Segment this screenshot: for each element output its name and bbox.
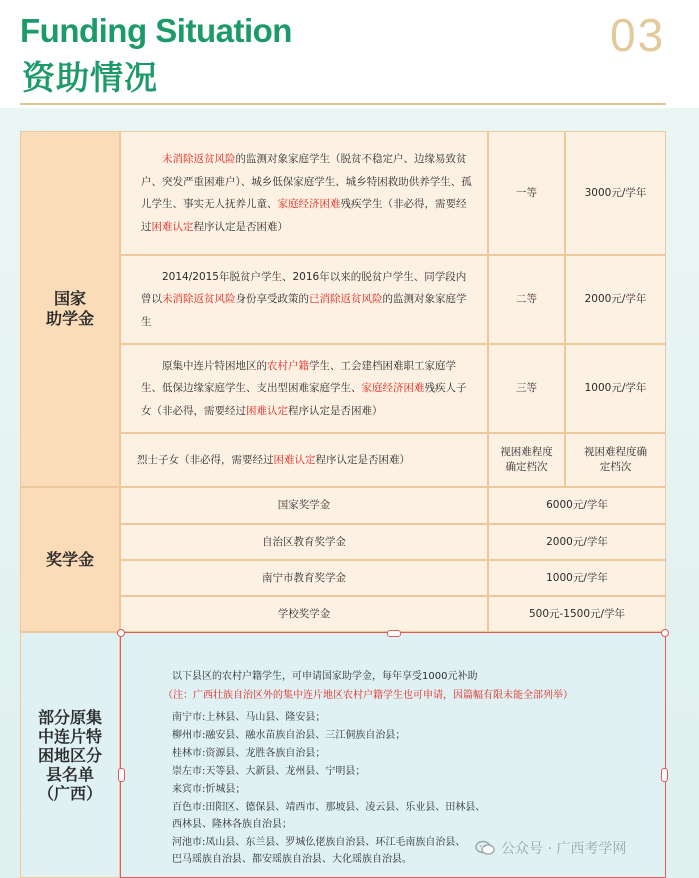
rich-text: [141, 355, 473, 423]
counties-intro: 以下县区的农村户籍学生，可申请国家助学金，每年享受1000元补助: [172, 671, 478, 682]
counties-note: （注：广西壮族自治区外的集中连片地区农村户籍学生也可申请，因篇幅有限未能全部列举）: [163, 690, 573, 701]
county-line-6: 百色市:田阳区、德保县、靖西市、那坡县、凌云县、乐业县、田林县、: [172, 802, 486, 813]
counties-category-line4: 县名单: [45, 764, 94, 784]
grant-category-line1: 国家: [53, 289, 86, 308]
grant-row-1-level: 一等: [488, 131, 565, 255]
highlight-text: 农村户籍: [267, 359, 309, 372]
scholarship-category-cell: 奖学金: [20, 487, 120, 632]
county-line-7: 西林县、隆林各族自治县；: [172, 819, 292, 830]
scholarship-row-1-amount: 6000元/学年: [488, 487, 666, 524]
page-header: [0, 0, 699, 110]
grant-row-1-amount: 3000元/学年: [565, 131, 666, 255]
scholarship-row-3-name: 南宁市教育奖学金: [120, 560, 488, 596]
grant-row-4-amount-text: 视困难程度确定档次: [584, 446, 647, 473]
watermark-text: 公众号 · 广西考学网: [501, 841, 627, 857]
grant-category-cell: [20, 131, 120, 487]
body-text: 原集中连片特困地区的: [162, 359, 267, 372]
resize-handle-middle-right[interactable]: [661, 768, 668, 782]
county-line-5: 来宾市:忻城县；: [172, 784, 246, 795]
body-text: 残疾学生（非必得，需要经过: [141, 198, 467, 233]
highlight-text: 已消除返贫风险: [309, 293, 383, 306]
highlight-text: 家庭经济困难: [361, 382, 425, 395]
rich-text: [141, 266, 473, 334]
county-line-1: 南宁市:上林县、马山县、隆安县；: [172, 712, 326, 723]
scholarship-row-4-amount: 500元-1500元/学年: [488, 596, 666, 632]
grant-row-4-level-text: 视困难程度确定档次: [500, 446, 553, 473]
scholarship-row-2-amount: 2000元/学年: [488, 524, 666, 560]
grant-row-4-desc: [120, 433, 488, 487]
resize-handle-top-center[interactable]: [387, 630, 401, 637]
body-text: 程序认定是否困难）: [193, 220, 288, 233]
county-line-8: 河池市:凤山县、东兰县、罗城仫佬族自治县、环江毛南族自治县、: [172, 837, 466, 848]
highlight-text: 家庭经济困难: [277, 198, 341, 210]
county-line-4: 崇左市:天等县、大新县、龙州县、宁明县；: [172, 766, 366, 777]
scholarship-row-1-name: 国家奖学金: [120, 487, 488, 524]
grant-row-3-desc: [120, 344, 488, 433]
grant-row-2-amount: 2000元/学年: [565, 255, 666, 344]
scholarship-row-2-name: 自治区教育奖学金: [120, 524, 488, 560]
county-line-2: 柳州市:融安县、融水苗族自治县、三江侗族自治县；: [172, 730, 406, 741]
page-number: 03: [610, 9, 666, 61]
counties-category-cell: [20, 632, 120, 878]
body-text: 程序认定是否困难）: [288, 404, 383, 417]
highlight-text: 困难认定: [273, 453, 316, 466]
grant-row-2-level: 二等: [488, 255, 565, 344]
title-english: Funding Situation: [20, 12, 292, 49]
counties-category-line1: 部分原集: [37, 707, 102, 727]
counties-category-line5: （广西）: [37, 783, 102, 803]
body-text: 程序认定是否困难）: [315, 453, 410, 466]
wechat-icon: [475, 840, 495, 856]
resize-handle-middle-left[interactable]: [118, 768, 125, 782]
grant-row-4-amount: [565, 433, 666, 487]
watermark: [475, 838, 626, 858]
highlight-text: 困难认定: [151, 220, 194, 233]
body-text: 2014/2015年脱贫户学生、2016年以来的脱贫户学生、同学段内曾以: [141, 270, 467, 306]
county-line-3: 桂林市:资源县、龙胜各族自治县；: [172, 748, 326, 759]
rich-text: [141, 148, 473, 238]
grant-row-4-level: [488, 433, 565, 487]
title-chinese: 资助情况: [22, 58, 158, 97]
highlight-text: 未消除返贫风险: [162, 293, 236, 306]
body-text: 的监测对象家庭学生（脱贫不稳定户、边缘易致贫户、突发严重困难户）、城乡低保家庭学生、城乡特困救助供养学生、孤儿学生、事实无人抚养儿童、: [141, 153, 472, 210]
counties-category-line3: 困地区分: [37, 745, 102, 765]
county-line-9: 巴马瑶族自治县、都安瑶族自治县、大化瑶族自治县。: [172, 854, 412, 865]
grant-row-2-desc: [120, 255, 488, 344]
rich-text: [137, 449, 410, 472]
header-divider: [20, 103, 666, 105]
body-text: 的监测对象家庭学生: [141, 293, 467, 328]
grant-row-3-amount: 1000元/学年: [565, 344, 666, 433]
grant-category-line2: 助学金: [45, 309, 94, 328]
scholarship-row-3-amount: 1000元/学年: [488, 560, 666, 596]
highlight-text: 困难认定: [246, 404, 288, 417]
highlight-text: 未消除返贫风险: [162, 153, 236, 165]
grant-row-1-desc: [120, 131, 488, 255]
body-text: 身份享受政策的: [235, 293, 309, 306]
body-text: 残疾人子女（非必得，需要经过: [141, 382, 467, 417]
body-text: 烈士子女（非必得，需要经过: [137, 453, 274, 466]
scholarship-row-4-name: 学校奖学金: [120, 596, 488, 632]
body-text: 学生、工会建档困难职工家庭学生、低保边缘家庭学生、支出型困难家庭学生、: [141, 359, 456, 395]
resize-handle-top-left[interactable]: [117, 629, 125, 637]
counties-category-line2: 中连片特: [37, 726, 102, 746]
resize-handle-top-right[interactable]: [661, 629, 669, 637]
grant-row-3-level: 三等: [488, 344, 565, 433]
